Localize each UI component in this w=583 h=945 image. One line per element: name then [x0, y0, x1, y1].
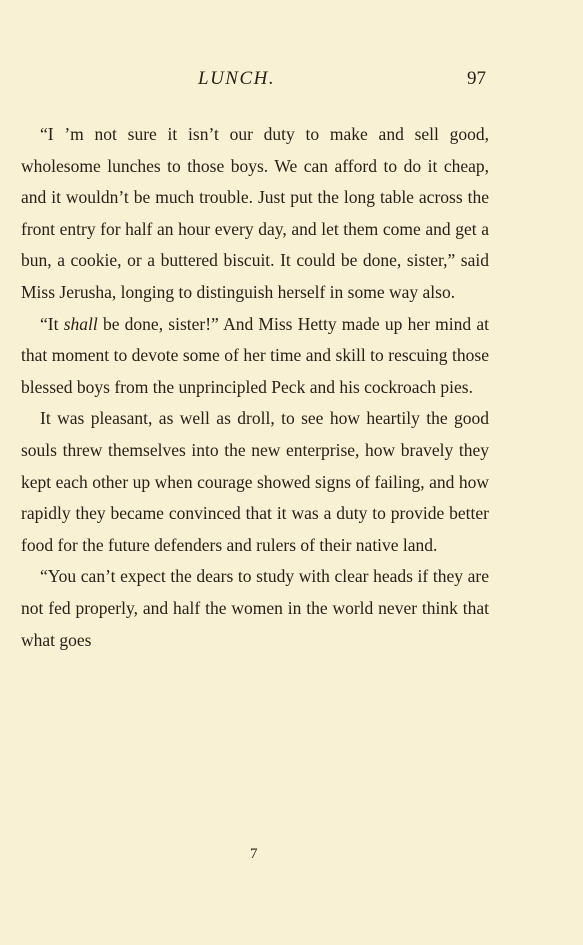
paragraph-text: It was pleasant, as well as droll, to see how heartily the good souls threw themselves into the new enterprise, how bravely they kept each other up when courage showed signs of failing, and how rapidly they became convinced that it was a duty to provide better food for the future defenders and rulers of their native land.	[21, 408, 489, 555]
paragraph	[21, 309, 489, 404]
body-text	[21, 119, 489, 656]
page-number: 97	[467, 68, 486, 89]
paragraph	[21, 561, 489, 656]
paragraph-text: “It	[40, 313, 64, 334]
emphasis-text: shall	[63, 313, 98, 334]
signature-mark: 7	[250, 846, 258, 862]
paragraph-text: be done, sister!” And Miss Hetty made up her mind at that moment to devote some of her time and skill to rescuing those blessed boys from the unprincipled Peck and his cockroach pies.	[21, 313, 489, 397]
running-title: LUNCH.	[198, 68, 276, 89]
page-header	[0, 68, 583, 98]
paragraph	[21, 403, 489, 561]
paragraph-text: “I ’m not sure it isn’t our duty to make and sell good, wholesome lunches to those boys. We can afford to do it cheap, and it wouldn’t be much trouble. Just put the long table across the front entry for half an hour every day, and let them come and get a bun, a cookie, or a buttered biscuit. It could be done, sister,” said Miss Jerusha, longing to distinguish herself in some way also.	[21, 124, 489, 302]
paragraph	[21, 119, 489, 309]
paragraph-text: “You can’t expect the dears to study with clear heads if they are not fed properly, and half the women in the world never think that what goes	[21, 566, 489, 650]
